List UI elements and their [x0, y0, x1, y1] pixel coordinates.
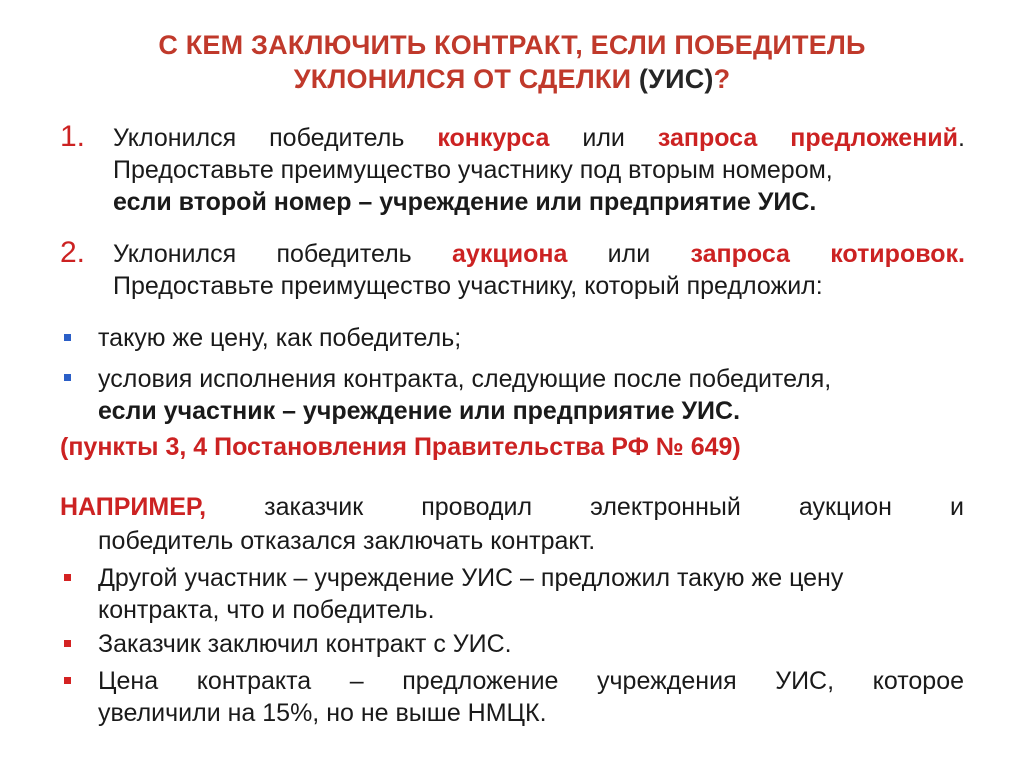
item-1-text-a: Уклонился победитель: [113, 124, 438, 152]
example-lead: НАПРИМЕР,: [60, 493, 207, 521]
example-point-1: [98, 562, 964, 626]
example-point-1-line-1: Другой участник – учреждение УИС – предложил такую же цену: [98, 564, 844, 592]
item-1-line-2: Предоставьте преимущество участнику под вторым номером,: [113, 156, 833, 184]
example-point-1-line-2: контракта, что и победитель.: [98, 596, 435, 624]
item-1-highlight-konkurs: конкурса: [437, 124, 550, 152]
bullet-2-line-1: условия исполнения контракта, следующие после победителя,: [98, 365, 832, 393]
red-bullet-marker: [64, 677, 71, 684]
item-2-line-1: [113, 238, 965, 270]
item-1-text-e: .: [958, 124, 965, 152]
item-1-number: 1.: [60, 120, 86, 153]
example-line-2-wrap: [98, 525, 595, 557]
example-point-3-line-1: Цена контракта – предложение учреждения УИС, которое: [98, 667, 964, 695]
item-1: [113, 122, 965, 218]
blue-bullet-marker: [64, 334, 71, 341]
title-line-1: С КЕМ ЗАКЛЮЧИТЬ КОНТРАКТ, ЕСЛИ ПОБЕДИТЕЛЬ: [158, 30, 866, 60]
title-line-2-main: УКЛОНИЛСЯ ОТ СДЕЛКИ: [293, 64, 639, 94]
example-point-3-line-2: увеличили на 15%, но не выше НМЦК.: [98, 699, 547, 727]
item-1-highlight-zapros: запроса предложений: [657, 124, 959, 152]
item-2-highlight-auction: аукциона: [452, 240, 568, 268]
example-point-3: [98, 665, 964, 729]
item-1-line-3: если второй номер – учреждение или предприятие УИС.: [113, 188, 817, 216]
title-abbr: (УИС): [638, 64, 714, 94]
slide-title: [60, 28, 964, 96]
bullet-2-line-2: если участник – учреждение или предприятие УИС.: [98, 397, 741, 425]
bullet-2: [98, 363, 964, 427]
item-2-text-c: или: [567, 240, 691, 268]
example-point-2-line-1: Заказчик заключил контракт с УИС.: [98, 630, 512, 658]
example-line-1: [60, 491, 964, 523]
item-2-number: 2.: [60, 236, 86, 269]
example-intro: [60, 491, 964, 523]
bullet-1: [98, 322, 461, 354]
example-point-2: [98, 628, 512, 660]
item-2-highlight-quotes: запроса котировок.: [690, 240, 965, 268]
red-bullet-marker: [64, 640, 71, 647]
title-line-2: [60, 62, 964, 96]
item-2-line-2: Предоставьте преимущество участнику, который предложил:: [113, 272, 823, 300]
legal-reference: (пункты 3, 4 Постановления Правительства РФ № 649): [60, 433, 741, 461]
blue-bullet-marker: [64, 374, 71, 381]
example-line-1-rest: заказчик проводил электронный аукцион и: [206, 493, 964, 521]
red-bullet-marker: [64, 574, 71, 581]
title-question-mark: ?: [713, 64, 731, 94]
item-2-text-a: Уклонился победитель: [113, 240, 453, 268]
item-1-text-c: или: [549, 124, 658, 152]
example-line-2: победитель отказался заключать контракт.: [98, 527, 596, 555]
item-1-line-1: [113, 122, 965, 154]
item-2: [113, 238, 965, 302]
bullet-1-line-1: такую же цену, как победитель;: [98, 324, 462, 352]
